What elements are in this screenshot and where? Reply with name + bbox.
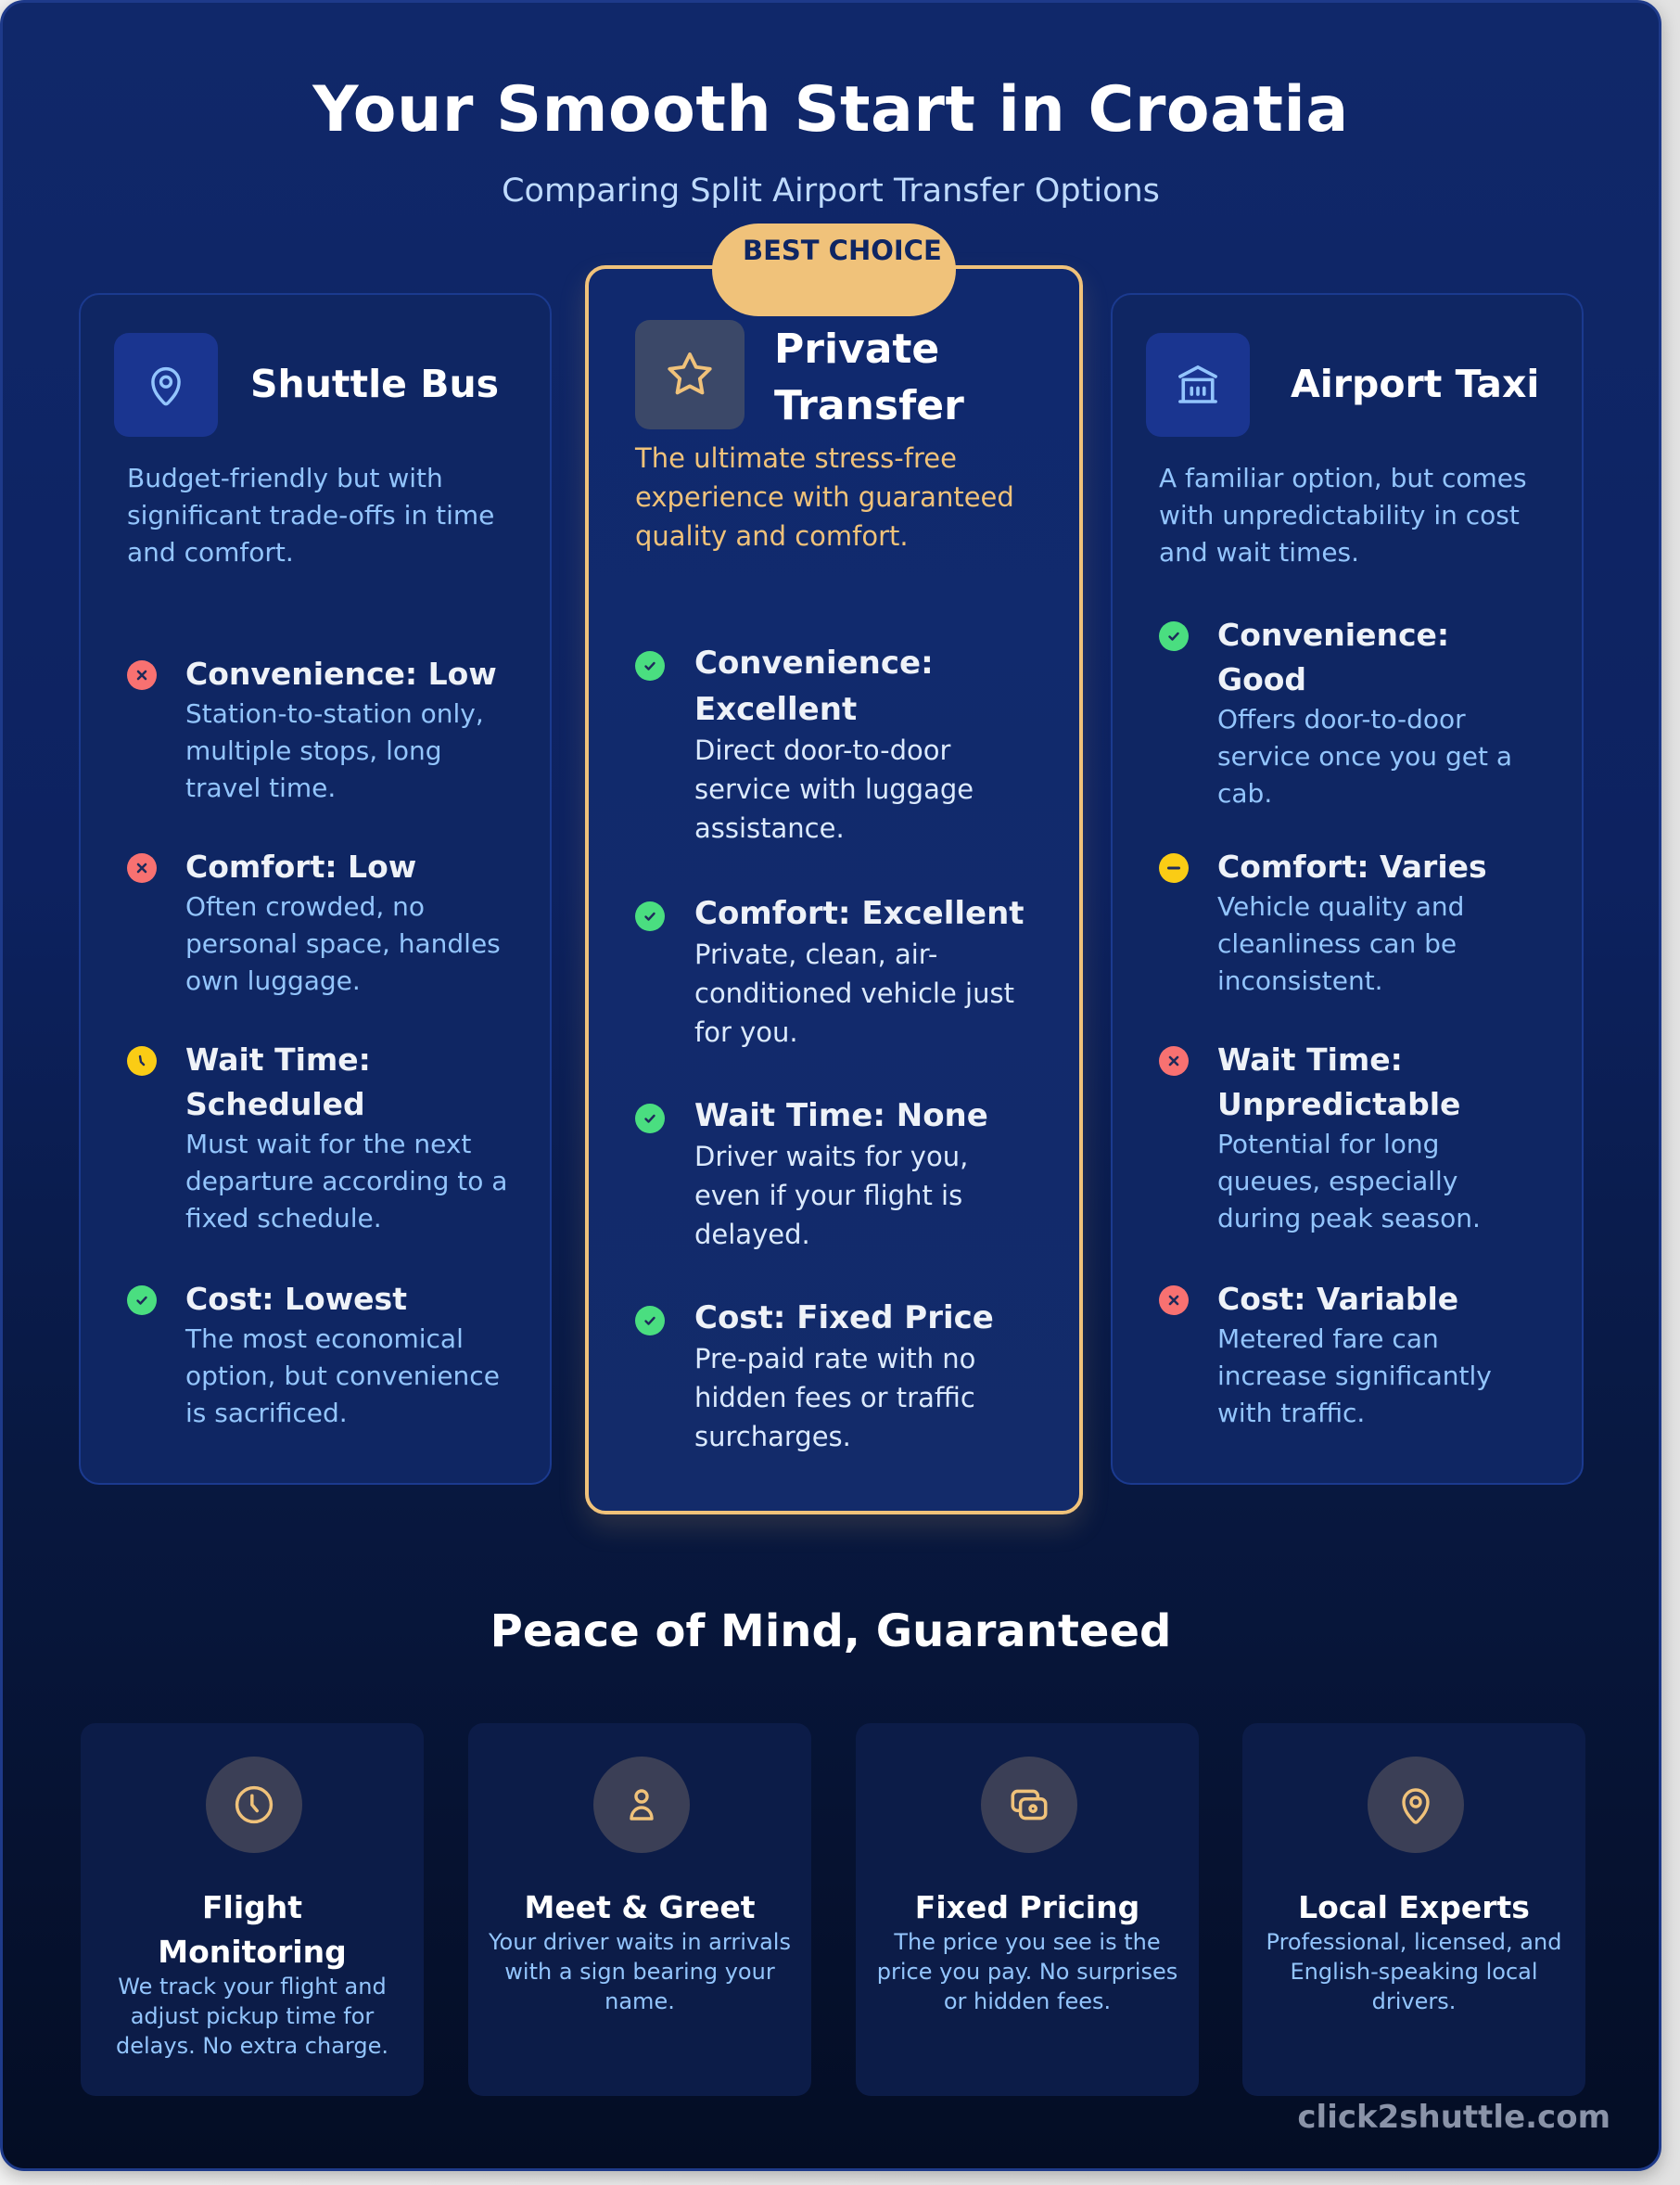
- criteria-label: Wait Time: Scheduled: [185, 1041, 371, 1122]
- feature-card-local-experts: [1242, 1723, 1585, 2096]
- feature-text: We track your flight and adjust pickup time for delays. No extra charge.: [116, 1974, 388, 2059]
- criteria-item: [127, 1041, 516, 1258]
- criteria-text: Direct door-to-door service with luggage assistance.: [694, 735, 974, 844]
- check-circle-icon: [635, 651, 665, 681]
- criteria-text: Often crowded, no personal space, handles own luggage.: [185, 891, 501, 996]
- clock-icon: [206, 1757, 302, 1853]
- option-card-private-transfer: [585, 265, 1083, 1514]
- criteria-item: [635, 1097, 1062, 1269]
- criteria-text: Pre-paid rate with no hidden fees or traffic surcharges.: [694, 1343, 976, 1452]
- criteria-item: [127, 1281, 516, 1450]
- check-circle-icon: [127, 1285, 157, 1315]
- option-description: The ultimate stress-free experience with guaranteed quality and comfort.: [635, 442, 1014, 552]
- criteria-label: Wait Time: None: [694, 1097, 988, 1134]
- criteria-label: Convenience: Low: [185, 656, 497, 692]
- user-icon: [593, 1757, 690, 1853]
- criteria-text: Must wait for the next departure according to a fixed schedule.: [185, 1129, 508, 1233]
- feature-title: Local Experts: [1298, 1889, 1530, 1925]
- option-card-shuttle-bus: [79, 293, 552, 1485]
- map-pin-icon: [1368, 1757, 1464, 1853]
- page-subtitle: Comparing Split Airport Transfer Options: [502, 172, 1160, 210]
- criteria-label: Comfort: Low: [185, 849, 417, 885]
- building-icon: [1146, 333, 1250, 437]
- page-title: Your Smooth Start in Croatia: [312, 73, 1349, 147]
- check-circle-icon: [635, 1306, 665, 1335]
- criteria-text: The most economical option, but convenience is sacrificed.: [185, 1323, 500, 1428]
- criteria-label: Convenience: Excellent: [694, 645, 934, 728]
- criteria-item: [1159, 1041, 1548, 1258]
- clock-circle-icon: [127, 1046, 157, 1076]
- option-card-airport-taxi: [1111, 293, 1584, 1485]
- star-icon: [635, 320, 745, 429]
- criteria-text: Offers door-to-door service once you get a cab.: [1217, 704, 1512, 809]
- option-title: Shuttle Bus: [250, 362, 500, 406]
- option-description: Budget-friendly but with significant trade-offs in time and comfort.: [127, 463, 495, 568]
- x-circle-icon: [127, 660, 157, 690]
- feature-title: Flight Monitoring: [158, 1889, 347, 1970]
- criteria-item: [1159, 1281, 1548, 1450]
- criteria-item: [1159, 851, 1548, 1018]
- criteria-text: Potential for long queues, especially during peak season.: [1217, 1129, 1481, 1233]
- x-circle-icon: [127, 853, 157, 883]
- x-circle-icon: [1159, 1285, 1189, 1315]
- feature-card-fixed-pricing: [856, 1723, 1199, 2096]
- criteria-text: Station-to-station only, multiple stops, long travel time.: [185, 698, 484, 803]
- criteria-item: [127, 658, 516, 825]
- option-title: Private Transfer: [774, 326, 964, 429]
- criteria-text: Private, clean, air-conditioned vehicle just for you.: [694, 939, 1014, 1048]
- criteria-text: Vehicle quality and cleanliness can be inconsistent.: [1217, 891, 1465, 996]
- minus-circle-icon: [1159, 853, 1189, 883]
- feature-title: Meet & Greet: [524, 1889, 756, 1925]
- cash-icon: [981, 1757, 1077, 1853]
- map-pin-icon: [114, 333, 218, 437]
- criteria-label: Cost: Fixed Price: [694, 1299, 994, 1336]
- feature-card-flight-monitoring: [81, 1723, 424, 2096]
- criteria-item: [635, 1299, 1062, 1471]
- check-circle-icon: [635, 901, 665, 931]
- criteria-label: Comfort: Varies: [1217, 849, 1487, 885]
- feature-card-meet-greet: [468, 1723, 811, 2096]
- brand-footer: click2shuttle.com: [1297, 2099, 1610, 2136]
- check-circle-icon: [635, 1104, 665, 1133]
- criteria-item: [635, 645, 1062, 862]
- criteria-item: [635, 895, 1062, 1067]
- feature-text: The price you see is the price you pay. No surprises or hidden fees.: [876, 1929, 1178, 2014]
- criteria-text: Driver waits for you, even if your flight is delayed.: [694, 1141, 969, 1250]
- check-circle-icon: [1159, 621, 1189, 651]
- criteria-label: Cost: Lowest: [185, 1281, 407, 1317]
- x-circle-icon: [1159, 1046, 1189, 1076]
- feature-title: Fixed Pricing: [914, 1889, 1140, 1925]
- criteria-label: Comfort: Excellent: [694, 895, 1025, 932]
- criteria-label: Cost: Variable: [1217, 1281, 1459, 1317]
- section-title: Peace of Mind, Guaranteed: [490, 1605, 1172, 1657]
- feature-text: Your driver waits in arrivals with a sign bearing your name.: [489, 1929, 791, 2014]
- best-choice-badge: BEST CHOICE: [712, 224, 956, 316]
- option-title: Airport Taxi: [1291, 362, 1540, 406]
- criteria-label: Wait Time: Unpredictable: [1217, 1041, 1461, 1122]
- criteria-item: [127, 851, 516, 1018]
- feature-text: Professional, licensed, and English-speaking local drivers.: [1266, 1929, 1562, 2014]
- criteria-label: Convenience: Good: [1217, 617, 1450, 697]
- option-description: A familiar option, but comes with unpredictability in cost and wait times.: [1159, 463, 1527, 568]
- criteria-item: [1159, 617, 1548, 833]
- criteria-text: Metered fare can increase significantly with traffic.: [1217, 1323, 1492, 1428]
